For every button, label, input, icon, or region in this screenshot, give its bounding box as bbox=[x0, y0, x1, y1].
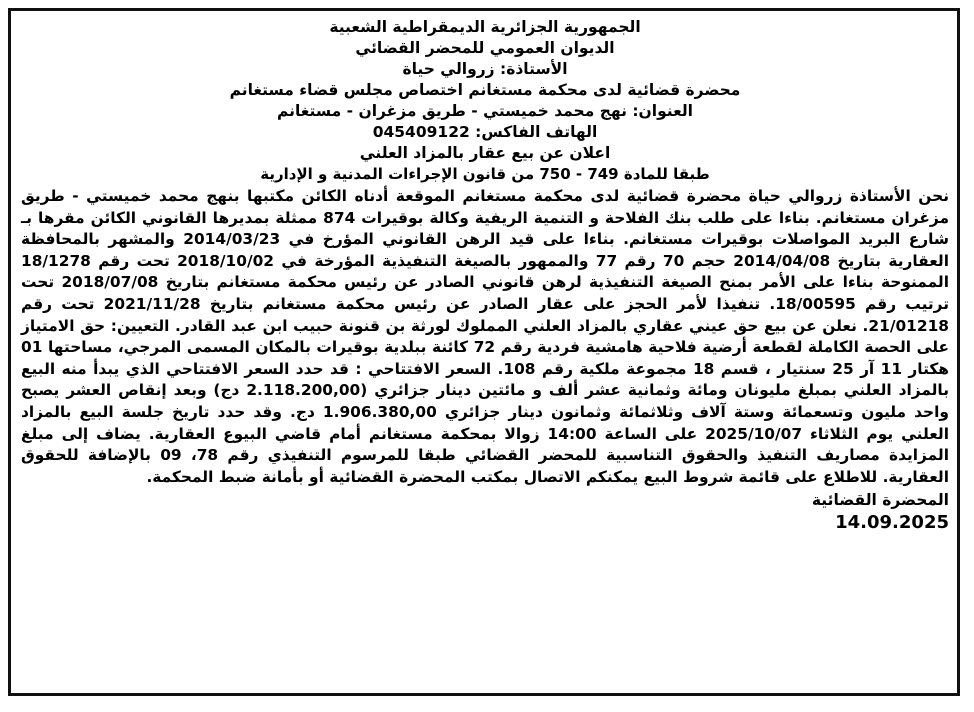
legal-notice-frame bbox=[8, 8, 960, 696]
phone-fax-line: الهاتف الفاكس: 045409122 bbox=[372, 123, 598, 141]
notice-title: اعلان عن بيع عقار بالمزاد العلني bbox=[359, 144, 611, 162]
notice-date: 14.09.2025 bbox=[835, 512, 949, 534]
legal-basis-line: طبقا للمادة 749 - 750 من قانون الإجراءات المدنية و الإدارية bbox=[260, 165, 710, 183]
notice-body: نحن الأستاذة زروالي حياة محضرة قضائية لدى محكمة مستغانم الموقعة أدناه الكائن مكتبها بنهج محمد خميستي - طريق مزغران مستغانم. بناءا على طلب بنك الفلاحة و التنمية الريفية وكالة بوقيرات 874 ممثلة بمديرها القانوني الكائن مقرها بـ شارع البريد المواصلات بوقيرات مستغانم. بناءا على قيد الرهن القانوني المؤرخ في 2014/03/23 والمشهر بالمحافظة العقارية بتاريخ 2014/04/08 حجم 70 رقم 77 والممهور بالصيغة التنفيذية المؤرخة في 2018/10/02 تحت رقم 18/1278 الممنوحة بناءا على الأمر بمنح الصيغة التنفيذية لرهن قانوني الصادر عن رئيس محكمة مستغانم بتاريخ 2018/07/08 تحت ترتيب رقم 18/00595. تنفيذا لأمر الحجز على عقار الصادر عن رئيس محكمة مستغانم بتاريخ 2021/11/28 تحت رقم 21/01218. نعلن عن بيع حق عيني عقاري بالمزاد العلني المملوك لورثة بن قنونة حبيب ابن عبد القادر. التعيين: حق الامتياز على الحصة الكاملة لقطعة أرضية فلاحية هامشية فردية رقم 72 كائنة ببلدية بوقيرات بالمكان المسمى المرجي، مساحتها 01 هكتار 11 آر 25 سنتيار ، قسم 18 مجموعة ملكية رقم 108. السعر الافتتاحي : قد حدد السعر الافتتاحي الذي يبدأ منه البيع بالمزاد العلني بمبلغ مليونان ومائة وثمانية عشر ألف و مائتين دينار جزائري (2.118.200,00 دج) وبعد إنقاص العشر يصبح واحد مليون وتسعمائة وستة آلاف وثلاثمائة وثمانون دينار جزائري 1.906.380,00 دج. وقد حدد تاريخ جلسة البيع بالمزاد العلني يوم الثلاثاء 2025/10/07 على الساعة 14:00 زوالا بمحكمة مستغانم أمام قاضي البيوع العقارية. يضاف إلى مبلغ المزايدة مصاريف التنفيذ والحقوق التناسبية للمحضر القضائي طبقا للمرسوم التنفيذي رقم 78، 09 بالإضافة للحقوق العقارية. للاطلاع على قائمة شروط البيع يمكنكم الاتصال بمكتب المحضرة القضائية أو بأمانة ضبط المحكمة. bbox=[21, 187, 950, 486]
republic-name: الجمهورية الجزائرية الديمقراطية الشعبية bbox=[329, 18, 641, 36]
bailiff-name: الأستاذة: زروالي حياة bbox=[402, 60, 568, 78]
address-line: العنوان: نهج محمد خميستي - طريق مزغران - مستغانم bbox=[277, 102, 693, 120]
notice-header bbox=[21, 17, 949, 185]
notice-footer bbox=[21, 490, 949, 535]
office-name: الديوان العمومي للمحضر القضائي bbox=[355, 39, 615, 57]
jurisdiction-line: محضرة قضائية لدى محكمة مستغانم اختصاص مجلس قضاء مستغانم bbox=[229, 81, 741, 99]
signature-label: المحضرة القضائية bbox=[811, 491, 949, 510]
